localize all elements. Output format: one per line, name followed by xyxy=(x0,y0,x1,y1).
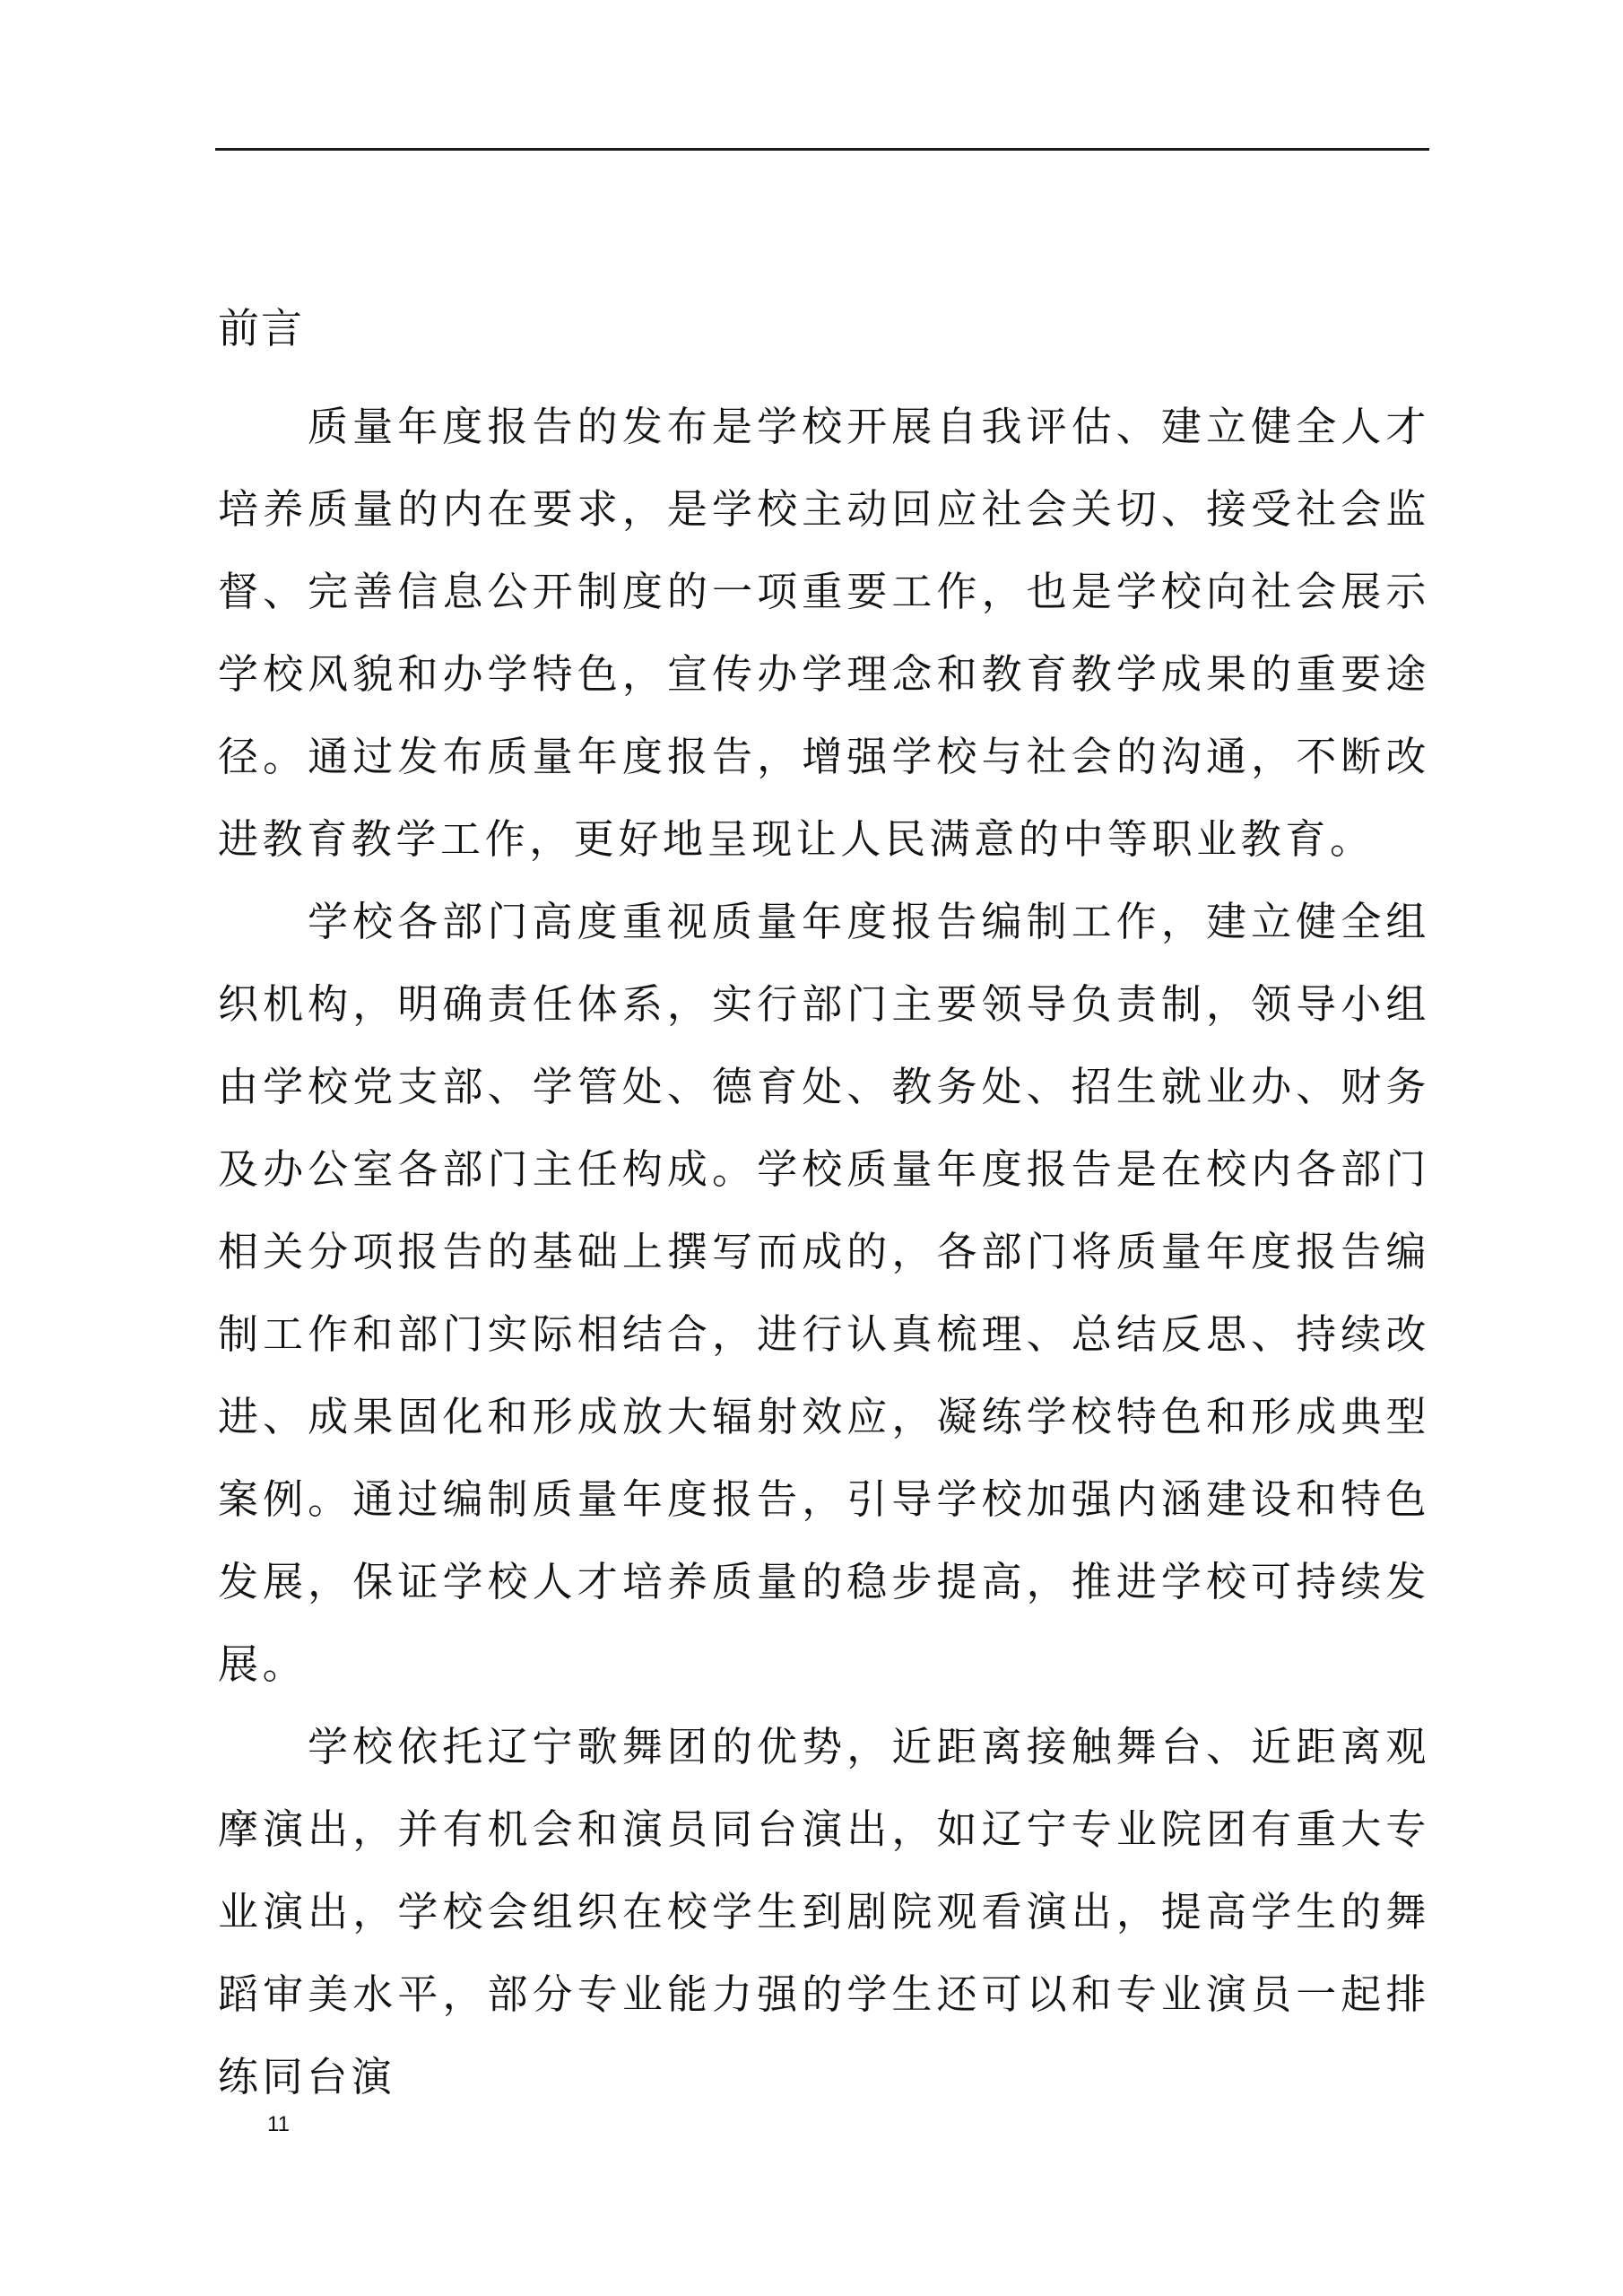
header-rule xyxy=(215,148,1429,151)
page-number: 11 xyxy=(267,2112,290,2136)
paragraph-2: 学校各部门高度重视质量年度报告编制工作，建立健全组织机构，明确责任体系，实行部门主要领导负责制，领导小组由学校党支部、学管处、德育处、教务处、招生就业办、财务及办公室各部门主任构成。学校质量年度报告是在校内各部门相关分项报告的基础上撰写而成的，各部门将质量年度报告编制工作和部门实际相结合，进行认真梳理、总结反思、持续改进、成果固化和形成放大辐射效应，凝练学校特色和形成典型案例。通过编制质量年度报告，引导学校加强内涵建设和特色发展，保证学校人才培养质量的稳步提高，推进学校可持续发展。 xyxy=(218,898,1430,1688)
document-body xyxy=(218,386,1430,2118)
paragraph-1: 质量年度报告的发布是学校开展自我评估、建立健全人才培养质量的内在要求，是学校主动回应社会关切、接受社会监督、完善信息公开制度的一项重要工作，也是学校向社会展示学校风貌和办学特色，宣传办学理念和教育教学成果的重要途径。通过发布质量年度报告，增强学校与社会的沟通，不断改进教育教学工作，更好地呈现让人民满意的中等职业教育。 xyxy=(218,403,1430,863)
section-heading: 前言 xyxy=(218,304,304,352)
paragraph-3: 学校依托辽宁歌舞团的优势，近距离接触舞台、近距离观摩演出，并有机会和演员同台演出，如辽宁专业院团有重大专业演出，学校会组织在校学生到剧院观看演出，提高学生的舞蹈审美水平，部分专业能力强的学生还可以和专业演员一起排练同台演 xyxy=(218,1723,1430,2100)
